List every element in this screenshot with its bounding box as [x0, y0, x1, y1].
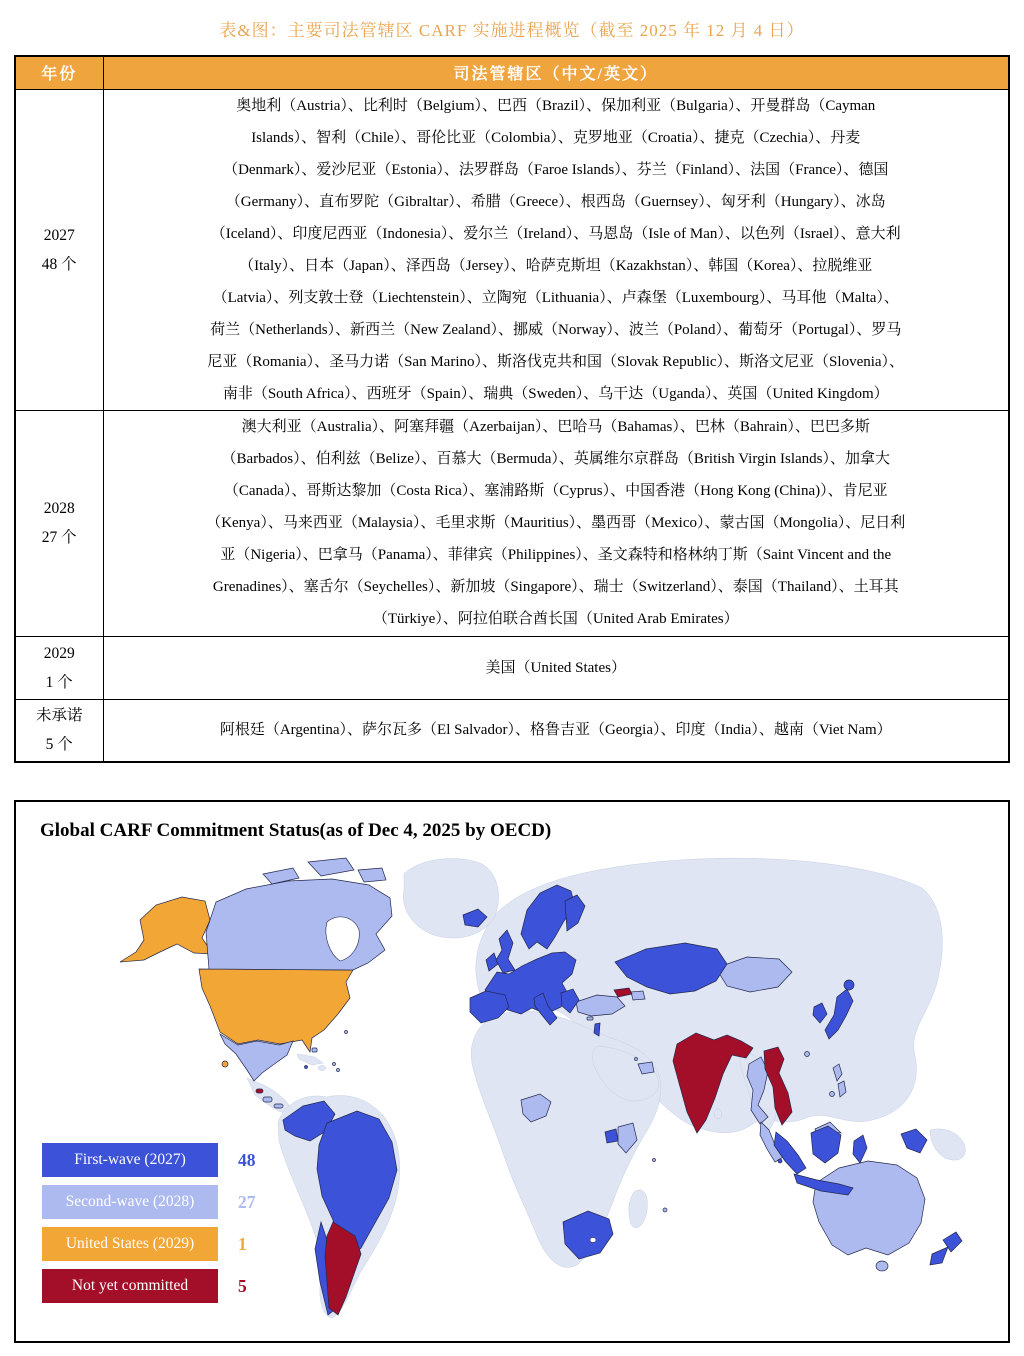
legend-swatch: [42, 1143, 218, 1177]
country-costa-rica: [263, 1097, 272, 1102]
legend-label: First-wave (2027): [74, 1151, 186, 1168]
year-cell: [15, 410, 103, 636]
jurisdiction-line: Islands）、智利（Chile）、哥伦比亚（Colombia）、克罗地亚（Croatia）、捷克（Czechia）、丹麦: [251, 129, 861, 146]
jurisdiction-line: （Denmark）、爱沙尼亚（Estonia）、法罗群岛（Faroe Islands）、芬兰（Finland）、法国（France）、德国: [223, 161, 889, 178]
jurisdiction-line: （Latvia）、列支敦士登（Liechtenstein）、立陶宛（Lithuania）、卢森堡（Luxembourg）、马耳他（Malta）、: [212, 289, 899, 306]
country-borneo-indonesia: [811, 1126, 841, 1163]
jurisdiction-line: （Iceland）、印度尼西亚（Indonesia）、爱尔兰（Ireland）、马恩岛（Isle of Man）、以色列（Israel）、意大利: [210, 225, 901, 242]
country-hong-kong: [805, 1052, 810, 1057]
country-new-zealand-south: [930, 1247, 948, 1265]
legend-row: [42, 1227, 256, 1261]
jurisdiction-line: （Türkiye）、阿拉伯联合酋长国（United Arab Emirates）: [372, 611, 739, 627]
column-header-jurisdiction: 司法管辖区（中文/英文）: [103, 56, 1009, 89]
jurisdiction-line: 澳大利亚（Australia）、阿塞拜疆（Azerbaijan）、巴哈马（Bahamas）、巴林（Bahrain）、巴巴多斯: [241, 419, 870, 435]
country-sri-lanka: [715, 1109, 722, 1119]
country-bvi: [333, 1063, 336, 1066]
jurisdictions-cell: [103, 410, 1009, 636]
country-canada: [206, 879, 392, 970]
country-cyprus: [587, 1017, 593, 1020]
jurisdiction-line: 奥地利（Austria）、比利时（Belgium）、巴西（Brazil）、保加利亚（Bulgaria）、开曼群岛（Cayman: [236, 97, 876, 114]
country-panama: [274, 1104, 283, 1108]
column-header-year: 年份: [15, 56, 103, 89]
legend-swatch: [42, 1185, 218, 1219]
country-philippines-3: [830, 1092, 835, 1097]
year-cell: [15, 636, 103, 699]
country-arctic-island-3: [358, 868, 386, 882]
jurisdiction-line: Grenadines）、塞舌尔（Seychelles）、新加坡（Singapore）、瑞士（Switzerland）、泰国（Thailand）、土耳其: [212, 579, 899, 595]
country-el-salvador: [256, 1089, 263, 1093]
country-mauritius: [663, 1208, 667, 1212]
year-cell: [15, 89, 103, 410]
country-tasmania: [876, 1261, 888, 1271]
jurisdiction-line: 南非（South Africa）、西班牙（Spain）、瑞典（Sweden）、乌干达（Uganda）、英国（United Kingdom）: [222, 385, 889, 402]
count-label: 1 个: [45, 673, 73, 691]
country-bermuda: [345, 1031, 348, 1034]
legend-count: 1: [238, 1233, 247, 1254]
country-hispaniola: [318, 1066, 326, 1071]
country-usa: [199, 969, 353, 1052]
country-seychelles: [653, 1159, 656, 1162]
country-papua-new-guinea: [930, 1129, 965, 1160]
legend-swatch: [42, 1269, 218, 1303]
legend-row: [42, 1185, 256, 1219]
country-australia: [813, 1161, 925, 1255]
country-azerbaijan: [631, 991, 645, 1000]
jurisdiction-line: 亚（Nigeria）、巴拿马（Panama）、菲律宾（Philippines）、圣文森特和格林纳丁斯（Saint Vincent and the: [220, 547, 892, 563]
map-legend: [42, 1143, 256, 1311]
country-cayman: [305, 1066, 308, 1069]
count-label: 48 个: [41, 255, 77, 273]
country-singapore: [778, 1159, 782, 1163]
table-row: [15, 636, 1009, 699]
legend-row: [42, 1143, 256, 1177]
country-bahamas: [312, 1048, 317, 1052]
year-cell: [15, 699, 103, 762]
legend-count: 27: [238, 1191, 256, 1212]
count-label: 27 个: [41, 529, 77, 546]
year-label: 2027: [43, 226, 75, 244]
country-hawaii: [222, 1061, 228, 1067]
jurisdiction-line: 尼亚（Romania）、圣马力诺（San Marino）、斯洛伐克共和国（Slovak Republic）、斯洛文尼亚（Slovenia）、: [207, 353, 905, 370]
legend-swatch: [42, 1227, 218, 1261]
jurisdiction-line: （Barbados）、伯利兹（Belize）、百慕大（Bermuda）、英属维尔京群岛（British Virgin Islands）、加拿大: [221, 451, 890, 467]
legend-label: Second-wave (2028): [65, 1193, 195, 1210]
jurisdictions-cell: [103, 636, 1009, 699]
country-madagascar: [629, 1190, 648, 1228]
legend-label: Not yet committed: [71, 1277, 189, 1294]
carf-schedule-table: [14, 55, 1010, 763]
legend-label: United States (2029): [65, 1235, 195, 1252]
table-row: [15, 410, 1009, 636]
jurisdiction-line: （Canada）、哥斯达黎加（Costa Rica）、塞浦路斯（Cyprus）、中国香港（Hong Kong (China)）、肯尼亚: [223, 483, 888, 499]
jurisdictions-cell: [103, 89, 1009, 410]
country-central-america-base: [247, 1078, 290, 1114]
jurisdictions-cell: [103, 699, 1009, 762]
country-lesotho: [590, 1238, 596, 1243]
count-label: 5 个: [45, 736, 73, 754]
jurisdiction-line: 美国（United States）: [485, 659, 626, 676]
legend-count: 5: [238, 1275, 247, 1296]
country-cuba: [297, 1054, 323, 1065]
jurisdiction-line: 荷兰（Netherlands）、新西兰（New Zealand）、挪威（Norway）、波兰（Poland）、葡萄牙（Portugal）、罗马: [210, 321, 902, 338]
country-greenland: [403, 859, 498, 938]
map-title: Global CARF Commitment Status(as of Dec 4, 2025 by OECD): [40, 820, 552, 841]
country-arctic-island-2: [308, 858, 354, 876]
table-row: [15, 699, 1009, 762]
map-figure: [14, 800, 1010, 1343]
country-sulawesi: [853, 1135, 867, 1163]
legend-row: [42, 1269, 256, 1303]
country-barbados: [337, 1069, 340, 1072]
year-label: 2029: [43, 644, 75, 662]
country-west-papua: [901, 1129, 927, 1153]
country-bahrain: [635, 1058, 638, 1061]
year-label: 未承诺: [35, 707, 83, 725]
page-title: 表&图：主要司法管辖区 CARF 实施进程概览（截至 2025 年 12 月 4 日）: [219, 21, 805, 40]
table-row: [15, 89, 1009, 410]
year-label: 2028: [43, 500, 75, 517]
jurisdiction-line: （Italy）、日本（Japan）、泽西岛（Jersey）、哈萨克斯坦（Kazakhstan）、韩国（Korea）、拉脱维亚: [239, 257, 873, 274]
country-japan-hokkaido: [844, 980, 854, 990]
jurisdiction-line: （Germany）、直布罗陀（Gibraltar）、希腊（Greece）、根西岛（Guernsey）、匈牙利（Hungary）、冰岛: [225, 193, 886, 210]
jurisdiction-line: （Kenya）、马来西亚（Malaysia）、毛里求斯（Mauritius）、墨西哥（Mexico）、蒙古国（Mongolia）、尼日利: [206, 515, 906, 531]
jurisdiction-line: 阿根廷（Argentina）、萨尔瓦多（El Salvador）、格鲁吉亚（Georgia）、印度（India）、越南（Viet Nam）: [219, 722, 892, 739]
table-header-row: [15, 56, 1009, 89]
country-alaska: [120, 897, 213, 962]
legend-count: 48: [238, 1149, 256, 1170]
